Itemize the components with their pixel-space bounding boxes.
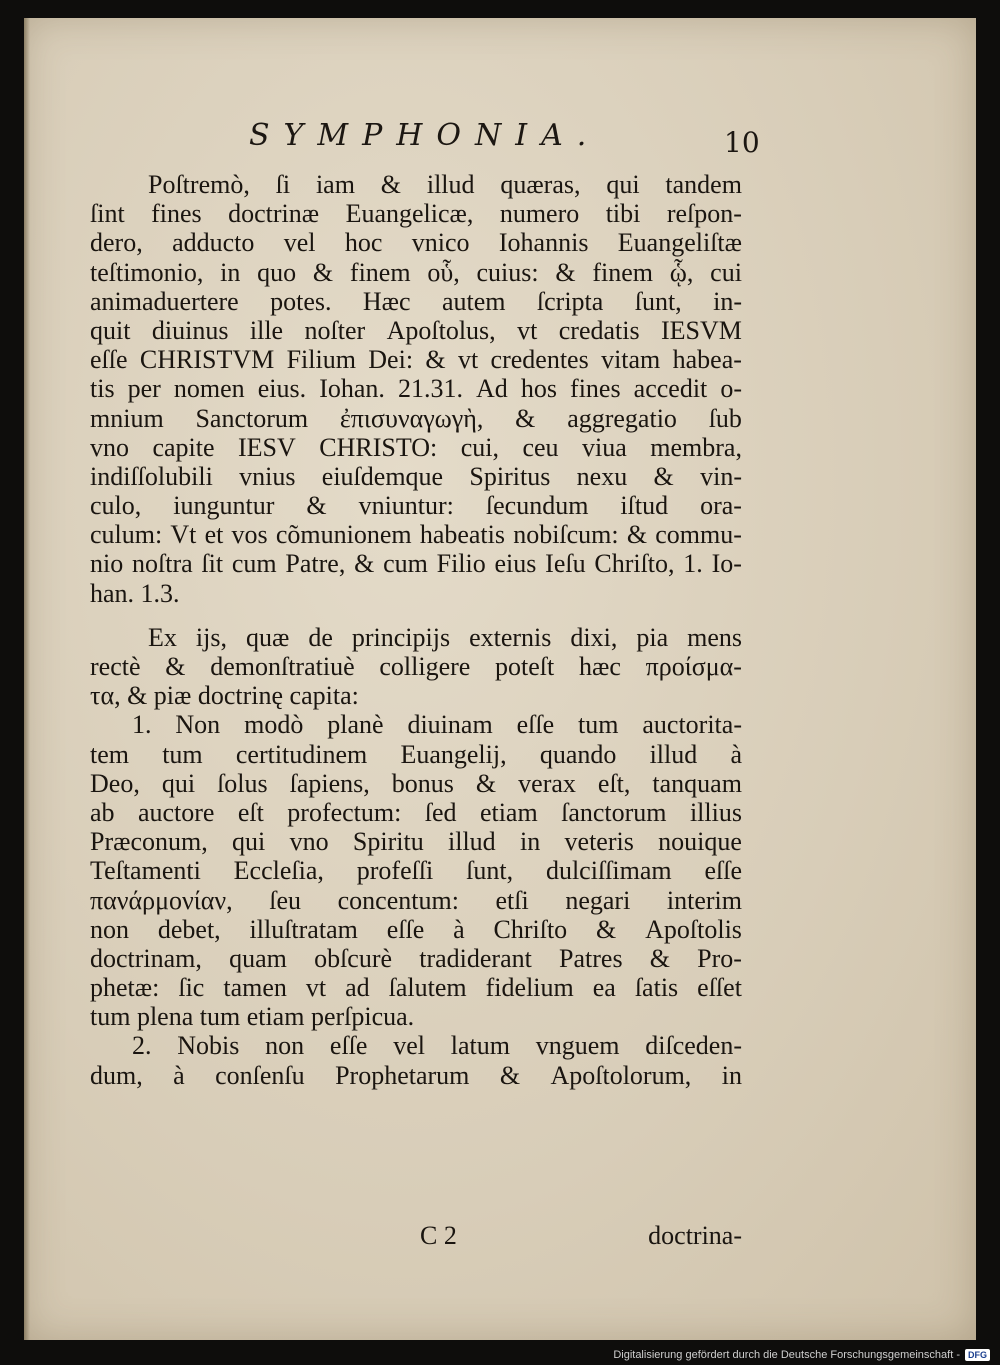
text-line: τα, & piæ doctrinę capita: — [90, 681, 359, 711]
text-line: han. 1.3. — [90, 578, 180, 608]
text-line: Præconum, qui vno Spiritu illud in veteris nouique — [90, 827, 742, 857]
body-text — [90, 170, 742, 1090]
page-number: 10 — [724, 126, 760, 159]
text-line: Deo, qui ſolus ſapiens, bonus & verax eſt, tanquam — [90, 768, 742, 798]
text-line: ſint fines doctrinæ Euangelicæ, numero tibi reſpon- — [90, 199, 742, 229]
text-line: nio noſtra ſit cum Patre, & cum Filio eius Ieſu Chriſto, 1. Io- — [90, 549, 742, 579]
text-line: culo, iunguntur & vniuntur: ſecundum iſtud ora- — [90, 491, 742, 521]
text-line: quit diuinus ille noſter Apoſtolus, vt credatis IESVM — [90, 315, 742, 345]
text-line: 1. Non modò planè diuinam eſſe tum auctorita- — [132, 710, 742, 740]
text-line: vno capite IESV CHRISTO: cui, ceu viua membra, — [90, 432, 742, 462]
text-line: indiſſolubili vnius eiuſdemque Spiritus nexu & vin- — [90, 461, 742, 491]
text-line: non debet, illuſtratam eſſe à Chriſto & Apoſtolis — [90, 914, 742, 944]
text-line: dero, adducto vel hoc vnico Iohannis Euangeliſtæ — [90, 228, 742, 258]
text-line: Poſtremò, ſi iam & illud quæras, qui tandem — [148, 170, 742, 199]
text-line: eſſe CHRISTVM Filium Dei: & vt credentes vitam habea- — [90, 345, 742, 375]
signature-mark: C 2 — [420, 1221, 457, 1250]
text-line: mnium Sanctorum ἐπισυναγωγὴ, & aggregatio ſub — [90, 403, 742, 433]
paragraph-gap — [90, 608, 742, 623]
digitization-credit — [613, 1349, 990, 1361]
page-gutter-shadow — [24, 18, 30, 1340]
text-line: dum, à conſenſu Prophetarum & Apoſtolorum, in — [90, 1060, 742, 1090]
text-line: πανάρμονίαν, ſeu concentum: etſi negari interim — [90, 885, 742, 915]
running-head: SYMPHONIA. — [249, 118, 601, 153]
text-line: tum plena tum etiam perſpicua. — [90, 1002, 415, 1032]
page-footer — [90, 1221, 742, 1251]
text-line: Teſtamenti Eccleſia, profeſſi ſunt, dulciſſimam eſſe — [90, 856, 742, 886]
text-line: 2. Nobis non eſſe vel latum vnguem diſceden- — [132, 1031, 742, 1061]
credit-text: Digitalisierung gefördert durch die Deutsche Forschungsgemeinschaft - — [613, 1349, 960, 1361]
text-line: tem tum certitudinem Euangelij, quando illud à — [90, 739, 742, 769]
text-line: culum: Vt et vos cõmunionem habeatis nobiſcum: & commu- — [90, 520, 742, 550]
book-page — [24, 18, 976, 1340]
text-line: animaduertere potes. Hæc autem ſcripta ſunt, in- — [90, 286, 742, 316]
text-line: teſtimonio, in quo & finem οὗ, cuius: & finem ᾧ, cui — [90, 257, 742, 287]
text-line: doctrinam, quam obſcurè tradiderant Patres & Pro- — [90, 943, 742, 973]
text-line: Ex ijs, quæ de principijs externis dixi, pia mens — [148, 622, 742, 652]
text-line: ab auctore eſt profectum: ſed etiam ſanctorum illius — [90, 797, 742, 827]
catchword: doctrina- — [648, 1221, 742, 1250]
text-line: rectè & demonſtratiuè colligere poteſt hæc προίσμα- — [90, 652, 742, 681]
dfg-logo-icon: DFG — [965, 1349, 990, 1361]
text-line: tis per nomen eius. Iohan. 21.31. Ad hos fines accedit o- — [90, 374, 742, 404]
text-line: phetæ: ſic tamen vt ad ſalutem fidelium ea ſatis eſſet — [90, 973, 742, 1003]
